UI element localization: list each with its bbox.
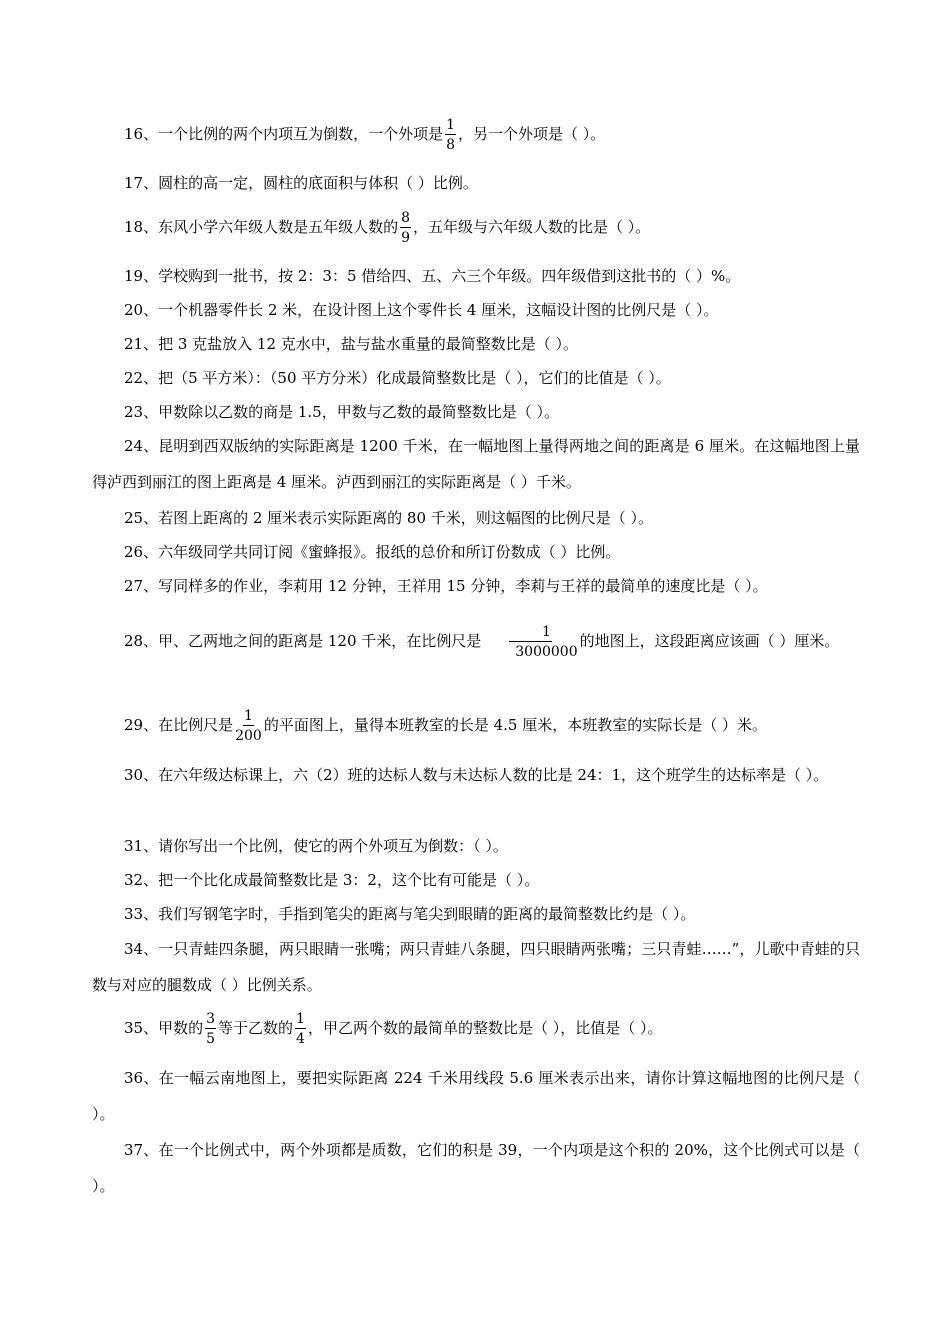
question-34: 34、一只青蛙四条腿，两只眼睛一张嘴；两只青蛙八条腿，四只眼睛两张嘴；三只青蛙……”，儿歌中青蛙的只数与对应的腿数成（ ）比例关系。	[92, 940, 860, 994]
question-33: 33、我们写钢笔字时，手指到笔尖的距离与笔尖到眼睛的距离的最简整数比约是（ ）。	[124, 905, 696, 923]
question-25: 25、若图上距离的 2 厘米表示实际距离的 80 千米，则这幅图的比例尺是（ ）。	[124, 509, 654, 527]
question-35-text: 35、甲数的	[124, 1019, 204, 1037]
question-36: 36、在一幅云南地图上，要把实际距离 224 千米用线段 5.6 厘米表示出来，请你计算这幅地图的比例尺是（ ）。	[92, 1069, 860, 1123]
question-26: 26、六年级同学共同订阅《蜜蜂报》。报纸的总价和所订份数成（ ）比例。	[124, 543, 621, 561]
question-17: 17、圆柱的高一定，圆柱的底面积与体积（ ）比例。	[124, 174, 478, 192]
question-20: 20、一个机器零件长 2 米，在设计图上这个零件长 4 厘米，这幅设计图的比例尺是（ ）。	[124, 301, 719, 319]
question-29-text: 29、在比例尺是	[124, 716, 234, 734]
fraction-scale-1-3000000: $\frac{1}{3000000}$	[483, 625, 577, 659]
question-31: 31、请你写出一个比例，使它的两个外项互为倒数：（ ）。	[124, 837, 508, 855]
question-30: 30、在六年级达标课上，六（2）班的达标人数与未达标人数的比是 24：1，这个班学生的达标率是（ ）。	[124, 766, 829, 784]
question-16-text-tail: ，另一个外项是（ ）。	[458, 125, 606, 143]
fraction-one-fourth: $\frac{1}{4}$	[296, 1011, 305, 1047]
question-35-text-mid: 等于乙数的	[218, 1019, 294, 1037]
question-37: 37、在一个比例式中，两个外项都是质数，它们的积是 39，一个内项是这个积的 20%，这个比例式可以是（ ）。	[92, 1141, 860, 1195]
question-32: 32、把一个比化成最简整数比是 3：2，这个比有可能是（ ）。	[124, 871, 540, 889]
question-29	[92, 708, 860, 743]
question-28	[92, 613, 860, 669]
question-35	[92, 1011, 860, 1046]
question-16	[92, 117, 860, 152]
fraction-eight-ninths: $\frac{8}{9}$	[401, 210, 411, 246]
question-24: 24、昆明到西双版纳的实际距离是 1200 千米，在一幅地图上量得两地之间的距离是 6 厘米。在这幅地图上量得泸西到丽江的图上距离是 4 厘米。泸西到丽江的实际距离是（ ）千米。	[92, 437, 860, 491]
fraction-three-fifths: $\frac{3}{5}$	[206, 1011, 216, 1047]
question-21: 21、把 3 克盐放入 12 克水中，盐与盐水重量的最简整数比是（ ）。	[124, 335, 579, 353]
question-18-text: 18、东风小学六年级人数是五年级人数的	[124, 218, 399, 236]
question-28-text: 28、甲、乙两地之间的距离是 120 千米，在比例尺是	[124, 632, 482, 650]
question-19: 19、学校购到一批书，按 2：3：5 借给四、五、六三个年级。四年级借到这批书的（ ）%。	[124, 267, 741, 285]
question-28-text-tail: 的地图上，这段距离应该画（ ）厘米。	[579, 632, 840, 650]
fraction-scale-1-200: $\frac{1}{200}$	[235, 708, 262, 744]
question-27: 27、写同样多的作业，李莉用 12 分钟，王祥用 15 分钟，李莉与王祥的最简单的速度比是（ ）。	[124, 577, 768, 595]
question-23: 23、甲数除以乙数的商是 1.5，甲数与乙数的最简整数比是（ ）。	[124, 403, 559, 421]
question-35-text-tail: ，甲乙两个数的最简单的整数比是（ ），比值是（ ）。	[307, 1019, 663, 1037]
question-18-text-tail: ，五年级与六年级人数的比是（ ）。	[413, 218, 651, 236]
question-29-text-tail: 的平面图上，量得本班教室的长是 4.5 厘米，本班教室的实际长是（ ）米。	[263, 716, 767, 734]
question-22: 22、把（5 平方米）：（50 平方分米）化成最简整数比是（ ），它们的比值是（ ）。	[124, 369, 671, 387]
question-16-text: 16、一个比例的两个内项互为倒数，一个外项是	[124, 125, 444, 143]
fraction-one-eighth: $\frac{1}{8}$	[446, 117, 456, 153]
question-18	[92, 210, 860, 245]
